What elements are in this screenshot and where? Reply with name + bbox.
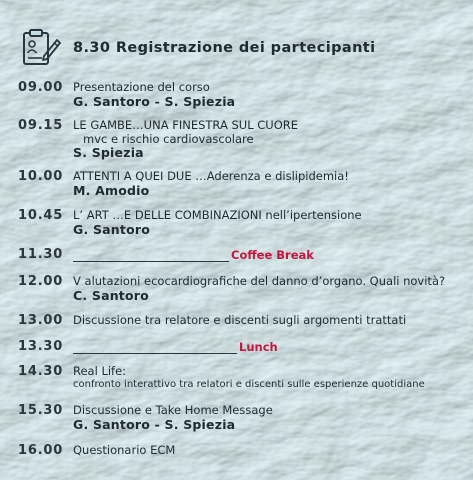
item-title: Discussione tra relatore e discenti sugli argomenti trattati: [73, 313, 407, 327]
item-title: Discussione e Take Home Message: [73, 403, 273, 417]
item-time: 09.15: [18, 118, 64, 133]
item-title: LE GAMBE…UNA FINESTRA SUL CUORE: [73, 118, 299, 132]
item-speaker: G. Santoro: [73, 221, 151, 237]
item-subtitle: confronto interattivo tra relatori e discenti sulle esperienze quotidiane: [73, 378, 425, 390]
item-time: 10.45: [18, 208, 64, 223]
item-time: 14.30: [18, 364, 64, 379]
item-time: 13.30: [18, 339, 64, 354]
item-title: V alutazioni ecocardiografiche del danno d’organo. Quali novità?: [73, 274, 446, 288]
item-title: Questionario ECM: [73, 443, 176, 457]
item-speaker: M. Amodio: [73, 182, 150, 198]
coffee-break-label: Coffee Break: [231, 248, 314, 262]
item-time: 11.30: [18, 247, 64, 262]
item-time: 15.30: [18, 403, 64, 418]
break-rule: [73, 251, 229, 262]
break-rule: [73, 343, 237, 354]
registration-heading: 8.30 Registrazione dei partecipanti: [73, 40, 376, 56]
item-time: 09.00: [18, 80, 64, 95]
item-title: L’ ART …E DELLE COMBINAZIONI nell’ipertensione: [73, 208, 362, 222]
item-speaker: C. Santoro: [73, 287, 149, 303]
item-time: 12.00: [18, 274, 64, 289]
item-time: 16.00: [18, 443, 64, 458]
item-title: Presentazione del corso: [73, 80, 210, 94]
item-title: Real Life:: [73, 364, 127, 378]
lunch-label: Lunch: [239, 340, 278, 354]
item-title: ATTENTI A QUEI DUE …Aderenza e dislipidemia!: [73, 169, 349, 183]
item-time: 10.00: [18, 169, 64, 184]
item-subtitle: mvc e rischio cardiovascolare: [83, 131, 254, 146]
item-speaker: G. Santoro - S. Spiezia: [73, 93, 236, 109]
item-time: 13.00: [18, 313, 64, 328]
item-speaker: S. Spiezia: [73, 145, 144, 160]
clipboard-pencil-icon: [18, 26, 62, 70]
item-speaker: G. Santoro - S. Spiezia: [73, 416, 236, 432]
